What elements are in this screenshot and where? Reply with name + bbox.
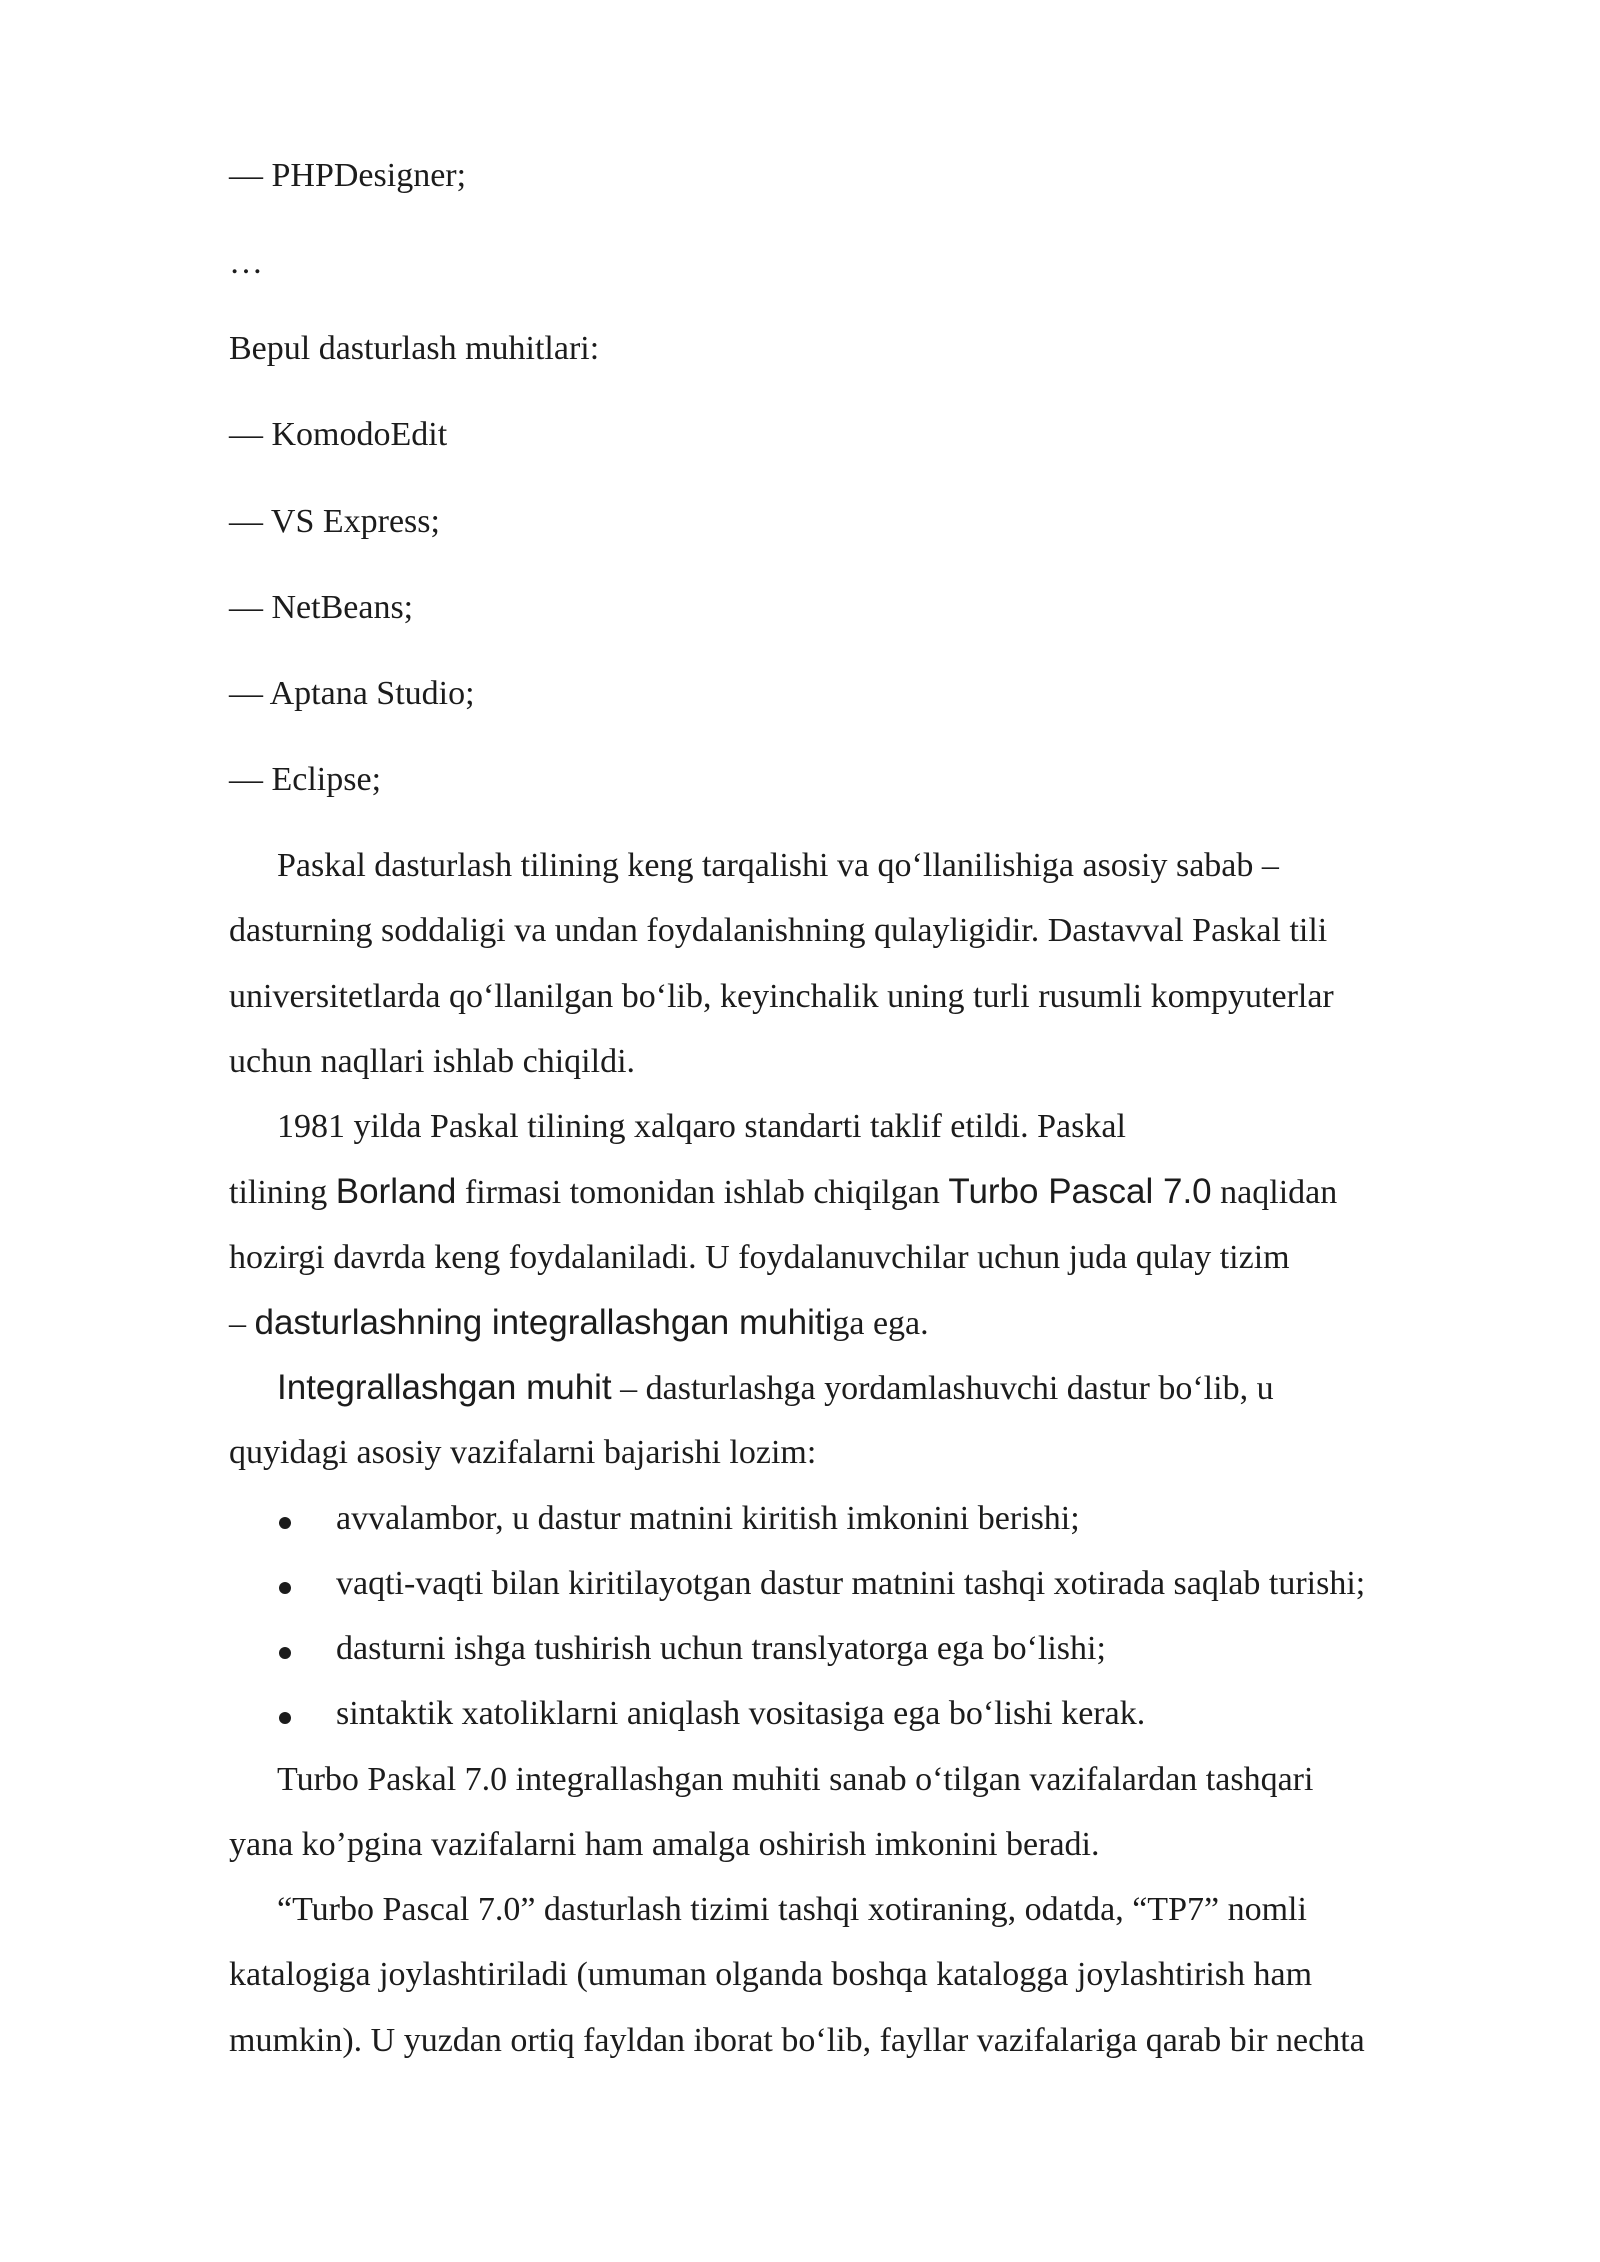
paragraph-line: uchun naqllari ishlab chiqildi. bbox=[229, 1043, 636, 1080]
bullet-list-item bbox=[229, 1562, 1489, 1606]
list-item-aptana-studio: — Aptana Studio; bbox=[229, 675, 475, 712]
term-borland: Borland bbox=[335, 1172, 457, 1211]
text-run: ga ega. bbox=[832, 1305, 929, 1342]
bullet-dot-icon bbox=[279, 1647, 291, 1659]
bullet-dot-icon bbox=[279, 1712, 291, 1724]
paragraph-line: mumkin). U yuzdan ortiq fayldan iborat boʻlib, fayllar vazifalariga qarab bir nechta bbox=[229, 2022, 1365, 2059]
term-integrated-environment: dasturlashning integrallashgan muhiti bbox=[254, 1303, 833, 1342]
paragraph-line bbox=[229, 1366, 1274, 1411]
bullet-dot-icon bbox=[279, 1517, 291, 1529]
paragraph-line: Paskal dasturlash tilining keng tarqalishi va qoʻllanilishiga asosiy sabab – bbox=[277, 847, 1279, 884]
bullet-text: dasturni ishga tushirish uchun translyatorga ega boʻlishi; bbox=[336, 1630, 1106, 1667]
paragraph-line bbox=[229, 1170, 1337, 1215]
paragraph-line: hozirgi davrda keng foydalaniladi. U foydalanuvchilar uchun juda qulay tizim bbox=[229, 1239, 1290, 1276]
bullet-list-item bbox=[229, 1497, 1489, 1541]
list-item-netbeans: — NetBeans; bbox=[229, 589, 414, 626]
text-run: naqlidan bbox=[1211, 1174, 1338, 1211]
paragraph-line: “Turbo Pascal 7.0” dasturlash tizimi tashqi xotiraning, odatda, “TP7” nomli bbox=[277, 1891, 1307, 1928]
text-run: firmasi tomonidan ishlab chiqilgan bbox=[456, 1174, 949, 1211]
paragraph-line bbox=[229, 1301, 929, 1346]
bullet-dot-icon bbox=[279, 1582, 291, 1594]
list-item-komodoedit: — KomodoEdit bbox=[229, 416, 448, 453]
paragraph-line: dasturning soddaligi va undan foydalanishning qulayligidir. Dastavval Paskal tili bbox=[229, 912, 1328, 949]
text-run: – bbox=[229, 1305, 255, 1342]
list-item-eclipse: — Eclipse; bbox=[229, 761, 382, 798]
text-run: tilining bbox=[229, 1174, 336, 1211]
term-integrallashgan-muhit: Integrallashgan muhit bbox=[277, 1368, 612, 1407]
list-item-phpdesigner: — PHPDesigner; bbox=[229, 157, 467, 194]
bullet-list-item bbox=[229, 1692, 1489, 1736]
list-item-vs-express: — VS Express; bbox=[229, 503, 440, 540]
paragraph-line: 1981 yilda Paskal tilining xalqaro standarti taklif etildi. Paskal bbox=[277, 1108, 1126, 1145]
list-ellipsis: … bbox=[229, 244, 263, 281]
bullet-text: vaqti-vaqti bilan kiritilayotgan dastur matnini tashqi xotirada saqlab turishi; bbox=[336, 1565, 1366, 1602]
paragraph-line: universitetlarda qoʻllanilgan boʻlib, keyinchalik uning turli rusumli kompyuterlar bbox=[229, 978, 1334, 1015]
text-run: – dasturlashga yordamlashuvchi dastur boʻlib, u bbox=[611, 1370, 1274, 1407]
paragraph-line: katalogiga joylashtiriladi (umuman olganda boshqa katalogga joylashtirish ham bbox=[229, 1956, 1313, 1993]
paragraph-line: quyidagi asosiy vazifalarni bajarishi lozim: bbox=[229, 1434, 817, 1471]
section-heading-free-ide: Bepul dasturlash muhitlari: bbox=[229, 330, 600, 367]
bullet-list-item bbox=[229, 1627, 1489, 1671]
paragraph-line: Turbo Paskal 7.0 integrallashgan muhiti sanab oʻtilgan vazifalardan tashqari bbox=[277, 1761, 1314, 1798]
term-turbo-pascal: Turbo Pascal 7.0 bbox=[948, 1172, 1212, 1211]
paragraph-line: yana ko’pgina vazifalarni ham amalga oshirish imkonini beradi. bbox=[229, 1826, 1100, 1863]
bullet-text: sintaktik xatoliklarni aniqlash vositasiga ega boʻlishi kerak. bbox=[336, 1695, 1146, 1732]
bullet-text: avvalambor, u dastur matnini kiritish imkonini berishi; bbox=[336, 1500, 1080, 1537]
